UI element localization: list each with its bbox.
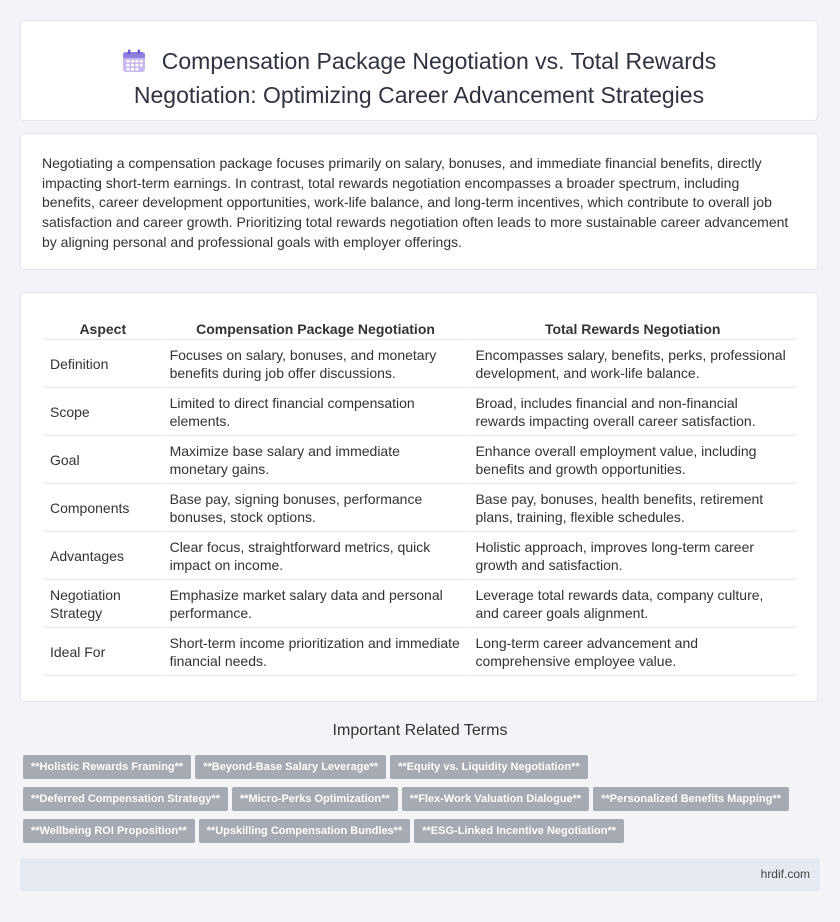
tag-wellbeing-roi[interactable]: **Wellbeing ROI Proposition** <box>23 819 195 843</box>
tag-deferred-compensation[interactable]: **Deferred Compensation Strategy** <box>23 787 228 811</box>
footer-site[interactable]: hrdif.com <box>760 867 810 881</box>
tag-personalized-benefits[interactable]: **Personalized Benefits Mapping** <box>593 787 789 811</box>
header-compensation: Compensation Package Negotiation <box>164 311 468 340</box>
aspect-cell: Definition <box>44 340 162 388</box>
total-rewards-cell: Holistic approach, improves long-term career growth and satisfaction. <box>469 532 796 580</box>
tag-flex-work-valuation[interactable]: **Flex-Work Valuation Dialogue** <box>402 787 590 811</box>
compensation-cell: Short-term income prioritization and immediate financial needs. <box>164 628 468 676</box>
intro-card <box>20 133 818 270</box>
compensation-cell: Focuses on salary, bonuses, and monetary benefits during job offer discussions. <box>164 340 468 388</box>
table-row <box>44 340 796 388</box>
title-line-1: Compensation Package Negotiation vs. Total Rewards <box>161 48 717 74</box>
table-header-row <box>44 311 796 340</box>
aspect-cell: Advantages <box>44 532 162 580</box>
intro-paragraph: Negotiating a compensation package focuses primarily on salary, bonuses, and immediate financial benefits, directly impacting short-term earnings. In contrast, total rewards negotiation encompasses a broader spectrum, including benefits, career development opportunities, work-life balance, and long-term incentives, which contribute to overall job satisfaction and career growth. Prioritizing total rewards negotiation often leads to more sustainable career advancement by aligning personal and professional goals with employer offerings. <box>42 155 789 250</box>
tag-beyond-base-salary-leverage[interactable]: **Beyond-Base Salary Leverage** <box>195 755 386 779</box>
tag-holistic-rewards-framing[interactable]: **Holistic Rewards Framing** <box>23 755 191 779</box>
tag-micro-perks[interactable]: **Micro-Perks Optimization** <box>232 787 398 811</box>
tag-row <box>23 755 592 779</box>
tag-upskilling-bundles[interactable]: **Upskilling Compensation Bundles** <box>199 819 411 843</box>
comparison-table-card <box>20 292 818 702</box>
aspect-cell: Goal <box>44 436 162 484</box>
compensation-cell: Limited to direct financial compensation elements. <box>164 388 468 436</box>
total-rewards-cell: Broad, includes financial and non-financial rewards impacting overall career satisfaction. <box>469 388 796 436</box>
table-row <box>44 388 796 436</box>
table-row <box>44 532 796 580</box>
related-terms-title: Important Related Terms <box>332 722 508 739</box>
tag-row <box>23 819 628 843</box>
title-line-2: Negotiation: Optimizing Career Advancement Strategies <box>133 82 705 108</box>
aspect-cell: Ideal For <box>44 628 162 676</box>
total-rewards-cell: Enhance overall employment value, including benefits and growth opportunities. <box>469 436 796 484</box>
aspect-cell: Scope <box>44 388 162 436</box>
header-aspect: Aspect <box>44 311 162 340</box>
aspect-cell: Components <box>44 484 162 532</box>
tag-row <box>23 787 793 811</box>
table-row <box>44 436 796 484</box>
compensation-cell: Emphasize market salary data and personal performance. <box>164 580 468 628</box>
table-row <box>44 484 796 532</box>
compensation-cell: Clear focus, straightforward metrics, quick impact on income. <box>164 532 468 580</box>
calendar-icon <box>122 49 146 80</box>
tag-equity-vs-liquidity[interactable]: **Equity vs. Liquidity Negotiation** <box>390 755 588 779</box>
total-rewards-cell: Base pay, bonuses, health benefits, retirement plans, training, flexible schedules. <box>469 484 796 532</box>
compensation-cell: Base pay, signing bonuses, performance bonuses, stock options. <box>164 484 468 532</box>
total-rewards-cell: Long-term career advancement and comprehensive employee value. <box>469 628 796 676</box>
total-rewards-cell: Encompasses salary, benefits, perks, professional development, and work-life balance. <box>469 340 796 388</box>
compensation-cell: Maximize base salary and immediate monetary gains. <box>164 436 468 484</box>
header-total-rewards: Total Rewards Negotiation <box>469 311 796 340</box>
page-title <box>21 46 817 110</box>
table-row <box>44 628 796 676</box>
tag-esg-linked-incentive[interactable]: **ESG-Linked Incentive Negotiation** <box>414 819 624 843</box>
aspect-cell: Negotiation Strategy <box>44 580 162 628</box>
table-row <box>44 580 796 628</box>
title-card <box>20 20 818 121</box>
total-rewards-cell: Leverage total rewards data, company culture, and career goals alignment. <box>469 580 796 628</box>
footer <box>20 858 820 891</box>
comparison-table <box>42 311 798 676</box>
